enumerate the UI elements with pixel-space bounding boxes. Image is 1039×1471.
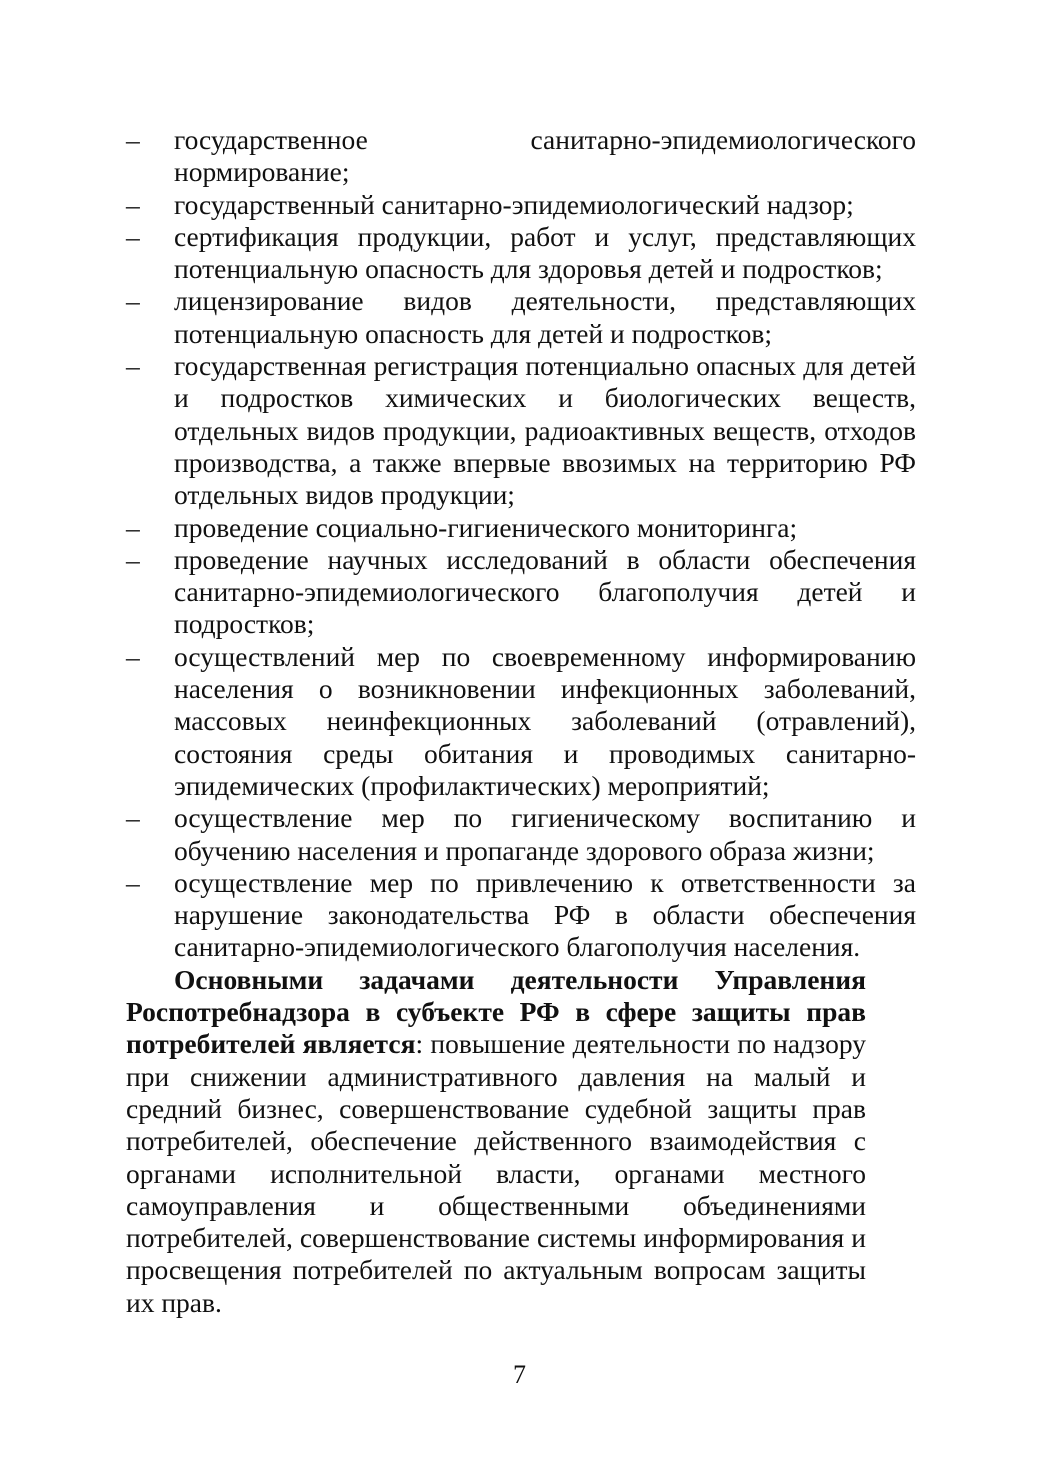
bullet-list	[126, 124, 916, 964]
list-item	[126, 189, 916, 221]
paragraph-text: : повышение деятельности по надзору при снижении административного давления на малый и средний бизнес, совершенствование судебной защиты прав потребителей, обеспечение действенного взаимодействия с органами исполнительной власти, органами местного самоуправления и общественными объединениями потребителей, совершенствование системы информирования и просвещения потребителей по актуальным вопросам защиты их прав.	[126, 1028, 867, 1318]
list-item-text: осуществлений мер по своевременному информированию населения о возникновении инфекционных заболеваний, массовых неинфекционных заболеваний (отравлений), состояния среды обитания и проводимых санитарно-эпидемических (профилактических) мероприятий;	[174, 640, 916, 801]
list-item-text: лицензирование видов деятельности, представляющих потенциальную опасность для детей и подростков;	[174, 285, 916, 349]
list-item-text: проведение научных исследований в области обеспечения санитарно-эпидемиологического благополучия детей и подростков;	[174, 543, 916, 640]
list-item-text: сертификация продукции, работ и услуг, представляющих потенциальную опасность для здоровья детей и подростков;	[174, 220, 916, 285]
dash-marker: –	[126, 124, 140, 155]
list-item	[126, 641, 916, 802]
dash-marker: –	[126, 285, 140, 317]
list-item-text: осуществление мер по гигиеническому воспитанию и обучению населения и пропаганде здорового образа жизни;	[174, 802, 916, 866]
list-item-text: государственная регистрация потенциально опасных для детей и подростков химических и биологических веществ, отдельных видов продукции, радиоактивных веществ, отходов производства, а также впервые ввозимых на территорию РФ отдельных видов продукции;	[174, 350, 916, 511]
list-item	[126, 124, 916, 189]
page-number: 7	[513, 1360, 526, 1389]
list-item	[126, 544, 916, 641]
list-item-text: осуществление мер по привлечению к ответственности за нарушение законодательства РФ в области обеспечения санитарно-эпидемиологического благополучия населения.	[174, 866, 916, 963]
dash-marker: –	[126, 866, 140, 898]
dash-marker: –	[126, 188, 140, 220]
dash-marker: –	[126, 511, 140, 543]
dash-marker: –	[126, 640, 140, 672]
list-item	[126, 512, 916, 544]
list-item	[126, 802, 916, 867]
paragraph-bold-lead: Основными задачами деятельности Управления Роспотребнадзора в субъекте РФ в сфере защиты прав потребителей является	[126, 963, 866, 1060]
list-item	[126, 221, 916, 286]
list-item-text: государственное санитарно-эпидемиологического нормирование;	[174, 124, 916, 188]
dash-marker: –	[126, 543, 140, 575]
list-item	[126, 285, 916, 350]
list-item	[126, 867, 916, 964]
list-item	[126, 350, 916, 511]
list-item-text: проведение социально-гигиенического мониторинга;	[174, 511, 798, 543]
dash-marker: –	[126, 350, 140, 382]
dash-marker: –	[126, 802, 140, 834]
page-content	[126, 124, 916, 1319]
body-paragraph	[126, 964, 916, 1319]
list-item-text: государственный санитарно-эпидемиологический надзор;	[174, 188, 854, 220]
dash-marker: –	[126, 220, 140, 252]
